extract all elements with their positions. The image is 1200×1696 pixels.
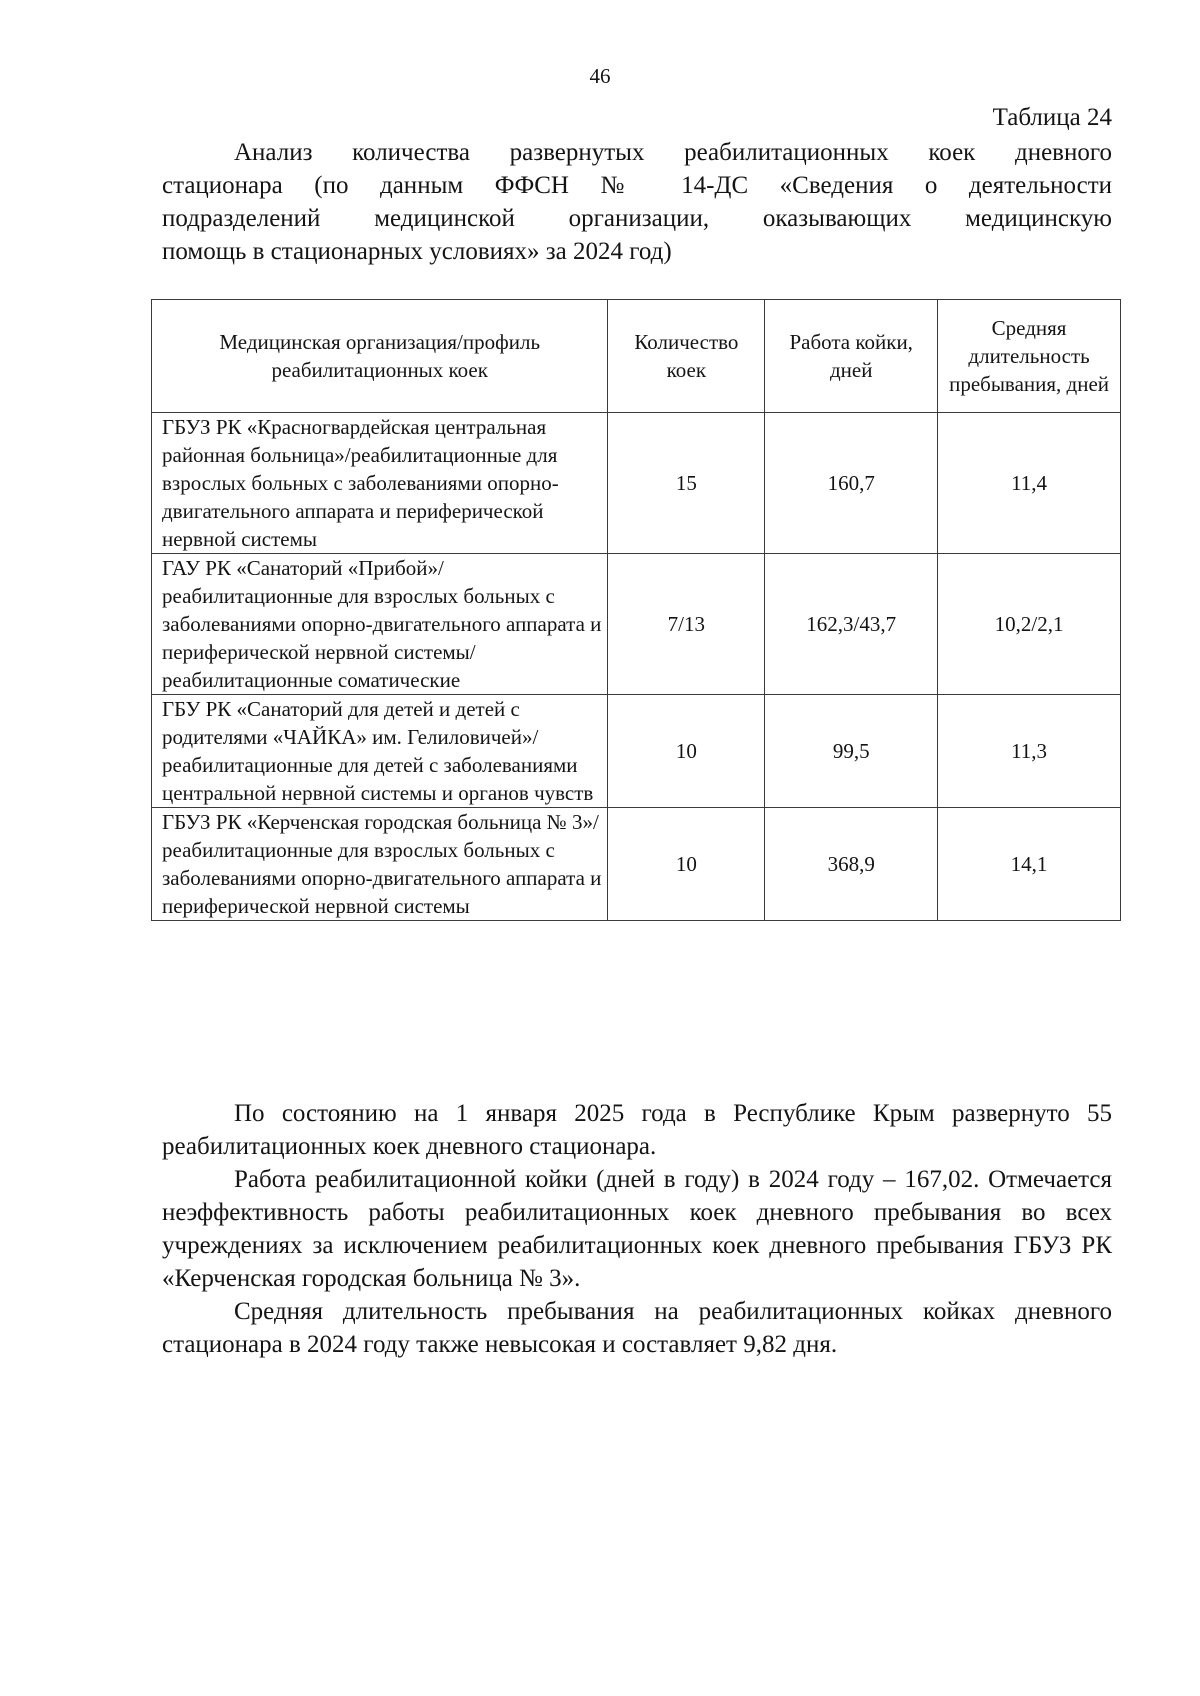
paragraph: Средняя длительность пребывания на реабилитационных койках дневного стационара в 2024 году также невысокая и составляет 9,82 дня. bbox=[162, 1298, 1112, 1358]
organization-cell: ГБУ РК «Санаторий для детей и детей с родителями «ЧАЙКА» им. Гелиловичей»/реабилитационные для детей с заболеваниями центральной нервной системы и органов чувств bbox=[152, 695, 608, 808]
organization-cell: ГАУ РК «Санаторий «Прибой»/реабилитационные для взрослых больных с заболеваниями опорно-двигательного аппарата и периферической нервной системы/реабилитационные соматические bbox=[152, 554, 608, 695]
avg-stay-cell: 11,3 bbox=[938, 695, 1121, 808]
table-label: Таблица 24 bbox=[992, 104, 1112, 131]
table-header-row bbox=[152, 300, 1121, 413]
bed-count-cell: 7/13 bbox=[608, 554, 765, 695]
caption-line: подразделений медицинской организации, оказывающих медицинскую bbox=[162, 205, 1112, 232]
bed-work-cell: 99,5 bbox=[765, 695, 938, 808]
bed-work-cell: 160,7 bbox=[765, 413, 938, 554]
caption-line: Анализ количества развернутых реабилитационных коек дневного bbox=[234, 139, 1112, 166]
header-organization: Медицинская организация/профиль реабилитационных коек bbox=[152, 300, 608, 413]
avg-stay-cell: 14,1 bbox=[938, 808, 1121, 921]
caption-line: помощь в стационарных условиях» за 2024 год) bbox=[162, 238, 672, 265]
bed-work-cell: 368,9 bbox=[765, 808, 938, 921]
table-row bbox=[152, 413, 1121, 554]
avg-stay-cell: 11,4 bbox=[938, 413, 1121, 554]
header-bed-work: Работа койки, дней bbox=[765, 300, 938, 413]
rehab-beds-table bbox=[151, 299, 1121, 921]
header-bed-count: Количество коек bbox=[608, 300, 765, 413]
table-row bbox=[152, 554, 1121, 695]
organization-cell: ГБУЗ РК «Красногвардейская центральная районная больница»/реабилитационные для взрослых больных с заболеваниями опорно-двигательного аппарата и периферической нервной системы bbox=[152, 413, 608, 554]
body-text bbox=[162, 1097, 1112, 1361]
bed-count-cell: 10 bbox=[608, 695, 765, 808]
caption-line: стационара (по данным ФФСН № 14-ДС «Сведения о деятельности bbox=[162, 172, 1112, 199]
table-row bbox=[152, 808, 1121, 921]
bed-count-cell: 15 bbox=[608, 413, 765, 554]
table-caption bbox=[162, 136, 1112, 268]
organization-cell: ГБУЗ РК «Керченская городская больница № 3»/реабилитационные для взрослых больных с заболеваниями опорно-двигательного аппарата и периферической нервной системы bbox=[152, 808, 608, 921]
page-number: 46 bbox=[589, 64, 611, 88]
paragraph: Работа реабилитационной койки (дней в году) в 2024 году – 167,02. Отмечается неэффективность работы реабилитационных коек дневного пребывания во всех учреждениях за исключением реабилитационных коек дневного пребывания ГБУЗ РК «Керченская городская больница № 3». bbox=[162, 1166, 1112, 1292]
paragraph: По состоянию на 1 января 2025 года в Республике Крым развернуто 55 реабилитационных коек дневного стационара. bbox=[162, 1100, 1112, 1160]
bed-count-cell: 10 bbox=[608, 808, 765, 921]
bed-work-cell: 162,3/43,7 bbox=[765, 554, 938, 695]
table-row bbox=[152, 695, 1121, 808]
avg-stay-cell: 10,2/2,1 bbox=[938, 554, 1121, 695]
header-avg-stay: Средняя длительность пребывания, дней bbox=[938, 300, 1121, 413]
